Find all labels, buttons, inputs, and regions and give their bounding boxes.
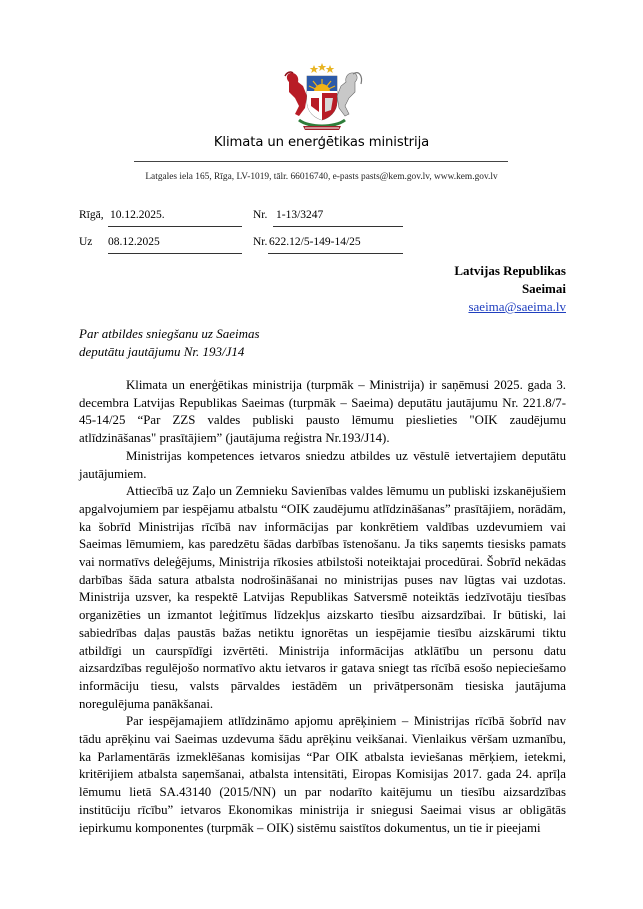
number-underline: [273, 226, 403, 227]
body-paragraph: Attiecībā uz Zaļo un Zemnieku Savienības valdes lēmumu un publiski izskanējušiem apgalvojumiem par iespējamu atbalstu “OIK zaudējumu atlīdzināšanas” prasītājiem, norādām, ka šobrīd Ministrijas rīcībā nav informācijas par konkrētiem valdības uzdevumiem vai Saeimas lēmumiem, kas paredzētu šādas darbības īstenošanu. Ja tiks saņemts tiesisks pamats vai normatīvs deleģējums, Ministrija rīkosies atbilstoši noteiktajai procedūrai. Šobrīd nekādas darbības šāda satura atbalsta nodrošināšanai no ministrijas puses nav lūgtas vai uzdotas. Ministrija uzsver, ka respektē Latvijas Republikas Satversmē noteiktās iedzīvotāju tiesības organizēties un izmantot leģitīmus līdzekļus aizskarto tiesību aizsardzībai. Ir būtiski, lai sabiedrības daļas paustās bažas netiktu ignorētas un iespējamie tiesību aizskārumi tiktu atbildīgi un caurspīdīgi izvērtēti. Ministrija informācijas atklātību un personu datu aizsardzības regulējošo normatīvo aktu ietvaros ir gatava sniegt tas rīcībā esošo nepieciešamo informāciju tiesu, valsts pārvaldes iestādēm un privātpersonām tiesiska jautājuma noregulējuma panākšanai.: [79, 484, 566, 711]
letter-body: [79, 377, 566, 837]
document-number: 1-13/3247: [276, 209, 324, 221]
reply-to-number-underline: [268, 253, 403, 254]
recipient-block: [454, 262, 566, 316]
ministry-name: Klimata un enerģētikas ministrija: [213, 135, 430, 150]
number-label: Nr.: [253, 209, 268, 221]
body-paragraph: Par iespējamajiem atlīdzināmo apjomu aprēķiniem – Ministrijas rīcībā šobrīd nav tādu aprēķinu vai Saeimas uzdevuma šādu aprēķinu veikšanai. Vienlaikus vēršam uzmanību, ka Parlamentārās izmeklēšanas komisijas “Par OIK atbalsta ieviešanas mērķiem, ietekmi, kritērijiem atbalsta saņemšanai, atbalsta intensitāti, Eiropas Komisijas 2017. gada 24. aprīļa lēmumu lietā SA.43140 (2015/NN) un par nodarīto kaitējumu un tiesību aizsardzības institūciju rīcību” ietvaros Ekonomikas ministrija ir sniegusi Saeimai visus ar obligātās iepirkumu komponentes (turpmāk – OIK) sistēmu saistītos dokumentus, un tie ir pieejami: [79, 714, 566, 835]
ministry-address: Latgales iela 165, Rīga, LV-1019, tālr. 66016740, e-pasts pasts@kem.gov.lv, www.kem.gov.lv: [145, 172, 498, 182]
document-date: 10.12.2025.: [110, 209, 165, 221]
recipient-line-2: Saeimai: [521, 281, 566, 296]
recipient-line-1: Latvijas Republikas: [454, 263, 566, 278]
header-divider: [134, 161, 508, 162]
subject-line-2: deputātu jautājumu Nr. 193/J14: [79, 344, 245, 359]
place-label: Rīgā,: [79, 209, 104, 221]
date-underline: [108, 226, 242, 227]
reply-to-number-label: Nr.: [253, 236, 268, 248]
body-paragraph: Ministrijas kompetences ietvaros sniedzu atbildes uz vēstulē ietvertajiem deputātu jautājumiem.: [79, 448, 566, 481]
subject-line-1: Par atbildes sniegšanu uz Saeimas: [79, 326, 260, 341]
letter-subject: [79, 325, 260, 361]
coat-of-arms-icon: [277, 62, 367, 134]
reply-to-date-underline: [108, 253, 242, 254]
reply-to-number: 622.12/5-149-14/25: [269, 236, 361, 248]
reply-to-date: 08.12.2025: [108, 236, 160, 248]
body-paragraph: Klimata un enerģētikas ministrija (turpmāk – Ministrija) ir saņēmusi 2025. gada 3. decembra Latvijas Republikas Saeimas (turpmāk – Saeima) deputātu jautājumu Nr. 221.8/7-45-14/25 “Par ZZS valdes publiski pausto lēmumu pieslieties "OIK zaudējumu atlīdzināšanas" prasītājiem” (jautājuma reģistra Nr.193/J14).: [79, 378, 566, 446]
recipient-email-link[interactable]: saeima@saeima.lv: [468, 299, 566, 314]
reply-to-label: Uz: [79, 236, 93, 248]
